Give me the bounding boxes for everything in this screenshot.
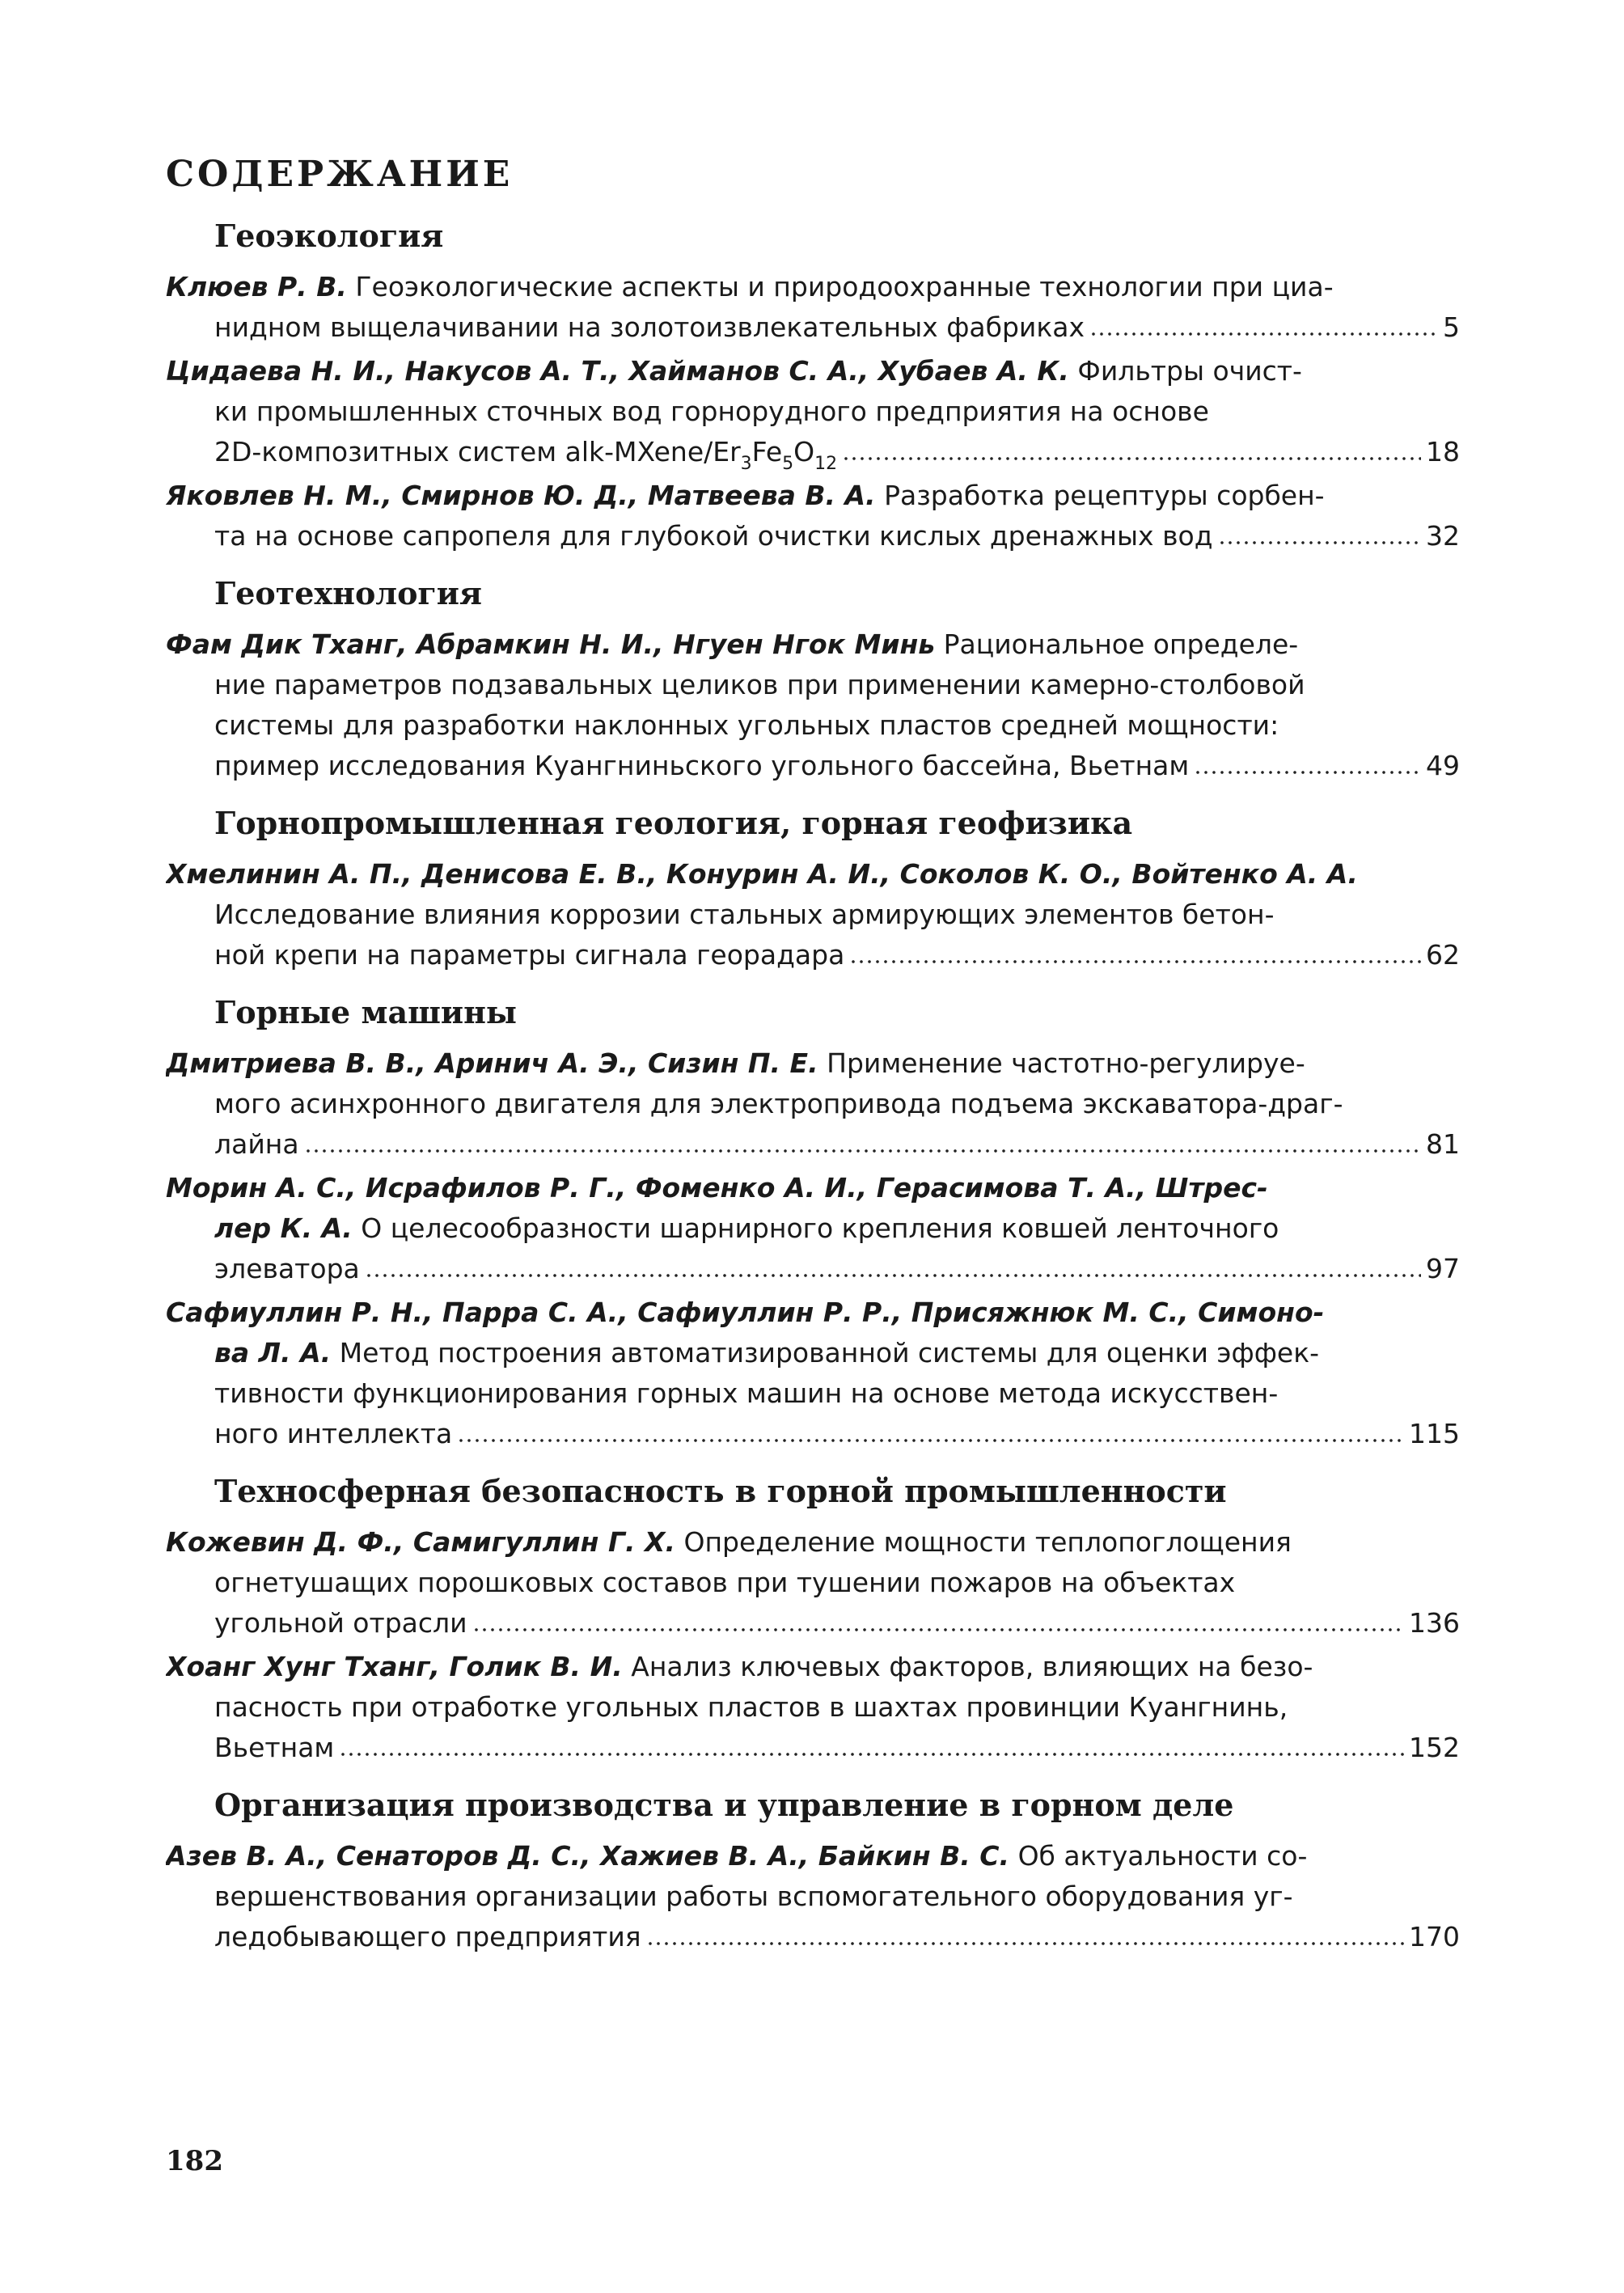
toc-entry	[166, 267, 1460, 348]
entry-line	[166, 1414, 1460, 1454]
dot-leader	[1089, 329, 1438, 339]
entry-authors: Азев В. А., Сенаторов Д. С., Хажиев В. А., Байкин В. С.	[166, 1840, 1010, 1872]
entry-line	[166, 307, 1460, 348]
entry-authors: Сафиуллин Р. Н., Парра С. А., Сафиуллин Р. Р., Присяжнюк М. С., Симоно-	[166, 1297, 1325, 1328]
entry-text: ной крепи на параметры сигнала георадара	[214, 939, 845, 971]
entry-text: элеватора	[214, 1253, 360, 1284]
entry-text: Рациональное определе-	[943, 628, 1299, 660]
entry-authors: Цидаева Н. И., Накусов А. Т., Хайманов С. А., Хубаев А. К.	[166, 355, 1069, 387]
dot-leader	[457, 1436, 1404, 1445]
entry-page-number: 152	[1409, 1732, 1460, 1763]
entry-text: Метод построения автоматизированной системы для оценки эффек-	[339, 1337, 1320, 1369]
entry-text: пример исследования Куангниньского угольного бассейна, Вьетнам	[214, 750, 1190, 781]
entry-line	[166, 1084, 1460, 1124]
entry-text: огнетушащих порошковых составов при тушении пожаров на объектах	[214, 1567, 1236, 1598]
dot-leader	[339, 1749, 1404, 1759]
entry-line	[166, 1876, 1460, 1917]
entry-text: Фильтры очист-	[1077, 355, 1302, 387]
entry-line	[166, 351, 1460, 391]
entry-text: О целесообразности шарнирного крепления ковшей ленточного	[361, 1212, 1279, 1244]
section-title: Горнопромышленная геология, горная геофизика	[214, 805, 1133, 841]
dot-leader	[472, 1625, 1404, 1635]
entry-line	[166, 1208, 1460, 1249]
section-title: Организация производства и управление в горном деле	[214, 1787, 1234, 1823]
toc-entry	[166, 624, 1460, 786]
entry-text: Геоэкологические аспекты и природоохранные технологии при циа-	[355, 271, 1334, 302]
entry-line	[166, 391, 1460, 432]
entry-line	[166, 854, 1460, 895]
entry-authors: лер К. А.	[214, 1212, 353, 1244]
entry-authors: Хоанг Хунг Тханг, Голик В. И.	[166, 1651, 623, 1682]
entry-text: Исследование влияния коррозии стальных армирующих элементов бетон-	[214, 899, 1275, 930]
dot-leader	[1218, 538, 1421, 548]
entry-page-number: 170	[1409, 1921, 1460, 1952]
toc-entry	[166, 351, 1460, 472]
entry-page-number: 18	[1426, 436, 1460, 467]
entry-text: Об актуальности со-	[1017, 1840, 1308, 1872]
entry-line	[166, 1917, 1460, 1957]
toc-section	[166, 993, 1460, 1454]
toc-section	[166, 1472, 1460, 1768]
entry-text: нидном выщелачивании на золотоизвлекательных фабриках	[214, 311, 1085, 343]
entry-text: Применение частотно-регулируе-	[827, 1047, 1305, 1079]
entry-text: системы для разработки наклонных угольных пластов средней мощности:	[214, 709, 1279, 741]
dot-leader	[842, 454, 1421, 463]
dot-leader	[1194, 768, 1421, 777]
entry-line	[166, 1124, 1460, 1165]
entry-text: вершенствования организации работы вспомогательного оборудования уг-	[214, 1881, 1293, 1912]
entry-authors: Клюев Р. В.	[166, 271, 347, 302]
entry-authors: Хмелинин А. П., Денисова Е. В., Конурин А. И., Соколов К. О., Войтенко А. А.	[166, 858, 1358, 890]
entry-page-number: 32	[1426, 520, 1460, 552]
toc-section	[166, 1786, 1460, 1957]
entry-page-number: 97	[1426, 1253, 1460, 1284]
toc-entry	[166, 854, 1460, 975]
entry-text: пасность при отработке угольных пластов в шахтах провинции Куангнинь,	[214, 1691, 1288, 1723]
entry-text: Определение мощности теплопоглощения	[683, 1526, 1292, 1558]
entry-line	[166, 935, 1460, 975]
entry-text: ние параметров подзавальных целиков при применении камерно-столбовой	[214, 669, 1305, 700]
entry-text: та на основе сапропеля для глубокой очистки кислых дренажных вод	[214, 520, 1213, 552]
toc-entry	[166, 1043, 1460, 1165]
toc-entry	[166, 1647, 1460, 1768]
entry-line	[166, 705, 1460, 746]
section-title: Геоэкология	[214, 218, 444, 254]
toc-entry	[166, 1836, 1460, 1957]
entry-page-number: 115	[1409, 1418, 1460, 1449]
dot-leader	[365, 1271, 1421, 1280]
entry-authors: Яковлев Н. М., Смирнов Ю. Д., Матвеева В. А.	[166, 480, 876, 511]
entry-text: лайна	[214, 1128, 299, 1160]
toc-section	[166, 217, 1460, 556]
table-of-contents	[166, 217, 1460, 1961]
entry-page-number: 81	[1426, 1128, 1460, 1160]
entry-authors: Морин А. С., Исрафилов Р. Г., Фоменко А. И., Герасимова Т. А., Штрес-	[166, 1172, 1268, 1204]
entry-line	[166, 1333, 1460, 1373]
entry-line	[166, 746, 1460, 786]
entry-authors: Фам Дик Тханг, Абрамкин Н. И., Нгуен Нгок Минь	[166, 628, 936, 660]
entry-text: тивности функционирования горных машин на основе метода искусствен-	[214, 1377, 1279, 1409]
entry-text: ки промышленных сточных вод горнорудного предприятия на основе	[214, 396, 1209, 427]
entry-line	[166, 267, 1460, 307]
entry-text: Анализ ключевых факторов, влияющих на безо-	[631, 1651, 1313, 1682]
toc-entry	[166, 1292, 1460, 1454]
entry-line	[166, 1292, 1460, 1333]
entry-text: ледобывающего предприятия	[214, 1921, 641, 1952]
toc-section	[166, 804, 1460, 975]
entry-line	[166, 1168, 1460, 1208]
entry-line	[166, 1728, 1460, 1768]
section-title: Техносферная безопасность в горной промышленности	[214, 1473, 1227, 1509]
entry-line	[166, 516, 1460, 556]
entry-line	[166, 1687, 1460, 1728]
entry-text: Вьетнам	[214, 1732, 335, 1763]
toc-entry	[166, 1168, 1460, 1289]
entry-page-number: 62	[1426, 939, 1460, 971]
entry-text: Разработка рецептуры сорбен-	[884, 480, 1325, 511]
entry-line	[166, 1249, 1460, 1289]
entry-authors: ва Л. А.	[214, 1337, 332, 1369]
entry-authors: Кожевин Д. Ф., Самигуллин Г. Х.	[166, 1526, 675, 1558]
toc-entry	[166, 476, 1460, 556]
entry-line	[166, 1373, 1460, 1414]
entry-line	[166, 1522, 1460, 1563]
entry-line	[166, 1647, 1460, 1687]
dot-leader	[849, 957, 1421, 967]
entry-text: угольной отрасли	[214, 1607, 467, 1639]
entry-page-number: 136	[1409, 1607, 1460, 1639]
entry-line	[166, 432, 1460, 472]
entry-line	[166, 665, 1460, 705]
entry-text: ного интеллекта	[214, 1418, 453, 1449]
toc-entry	[166, 1522, 1460, 1644]
entry-authors: Дмитриева В. В., Аринич А. Э., Сизин П. Е.	[166, 1047, 818, 1079]
page-title: СОДЕРЖАНИЕ	[166, 154, 514, 195]
dot-leader	[304, 1146, 1421, 1156]
section-title: Геотехнология	[214, 575, 482, 611]
entry-page-number: 49	[1426, 750, 1460, 781]
entry-text: 2D-композитных систем alk-$MXene/Er_3Fe_5O_{12}$	[214, 436, 838, 472]
toc-section	[166, 574, 1460, 786]
entry-line	[166, 476, 1460, 516]
page-number: 182	[166, 2145, 223, 2177]
entry-line	[166, 1043, 1460, 1084]
section-title: Горные машины	[214, 994, 518, 1030]
dot-leader	[646, 1939, 1404, 1948]
entry-line	[166, 1603, 1460, 1644]
entry-line	[166, 624, 1460, 665]
entry-line	[166, 1563, 1460, 1603]
entry-page-number: 5	[1443, 311, 1460, 343]
entry-text: мого асинхронного двигателя для электропривода подъема экскаватора-драг-	[214, 1088, 1343, 1119]
entry-line	[166, 895, 1460, 935]
entry-line	[166, 1836, 1460, 1876]
